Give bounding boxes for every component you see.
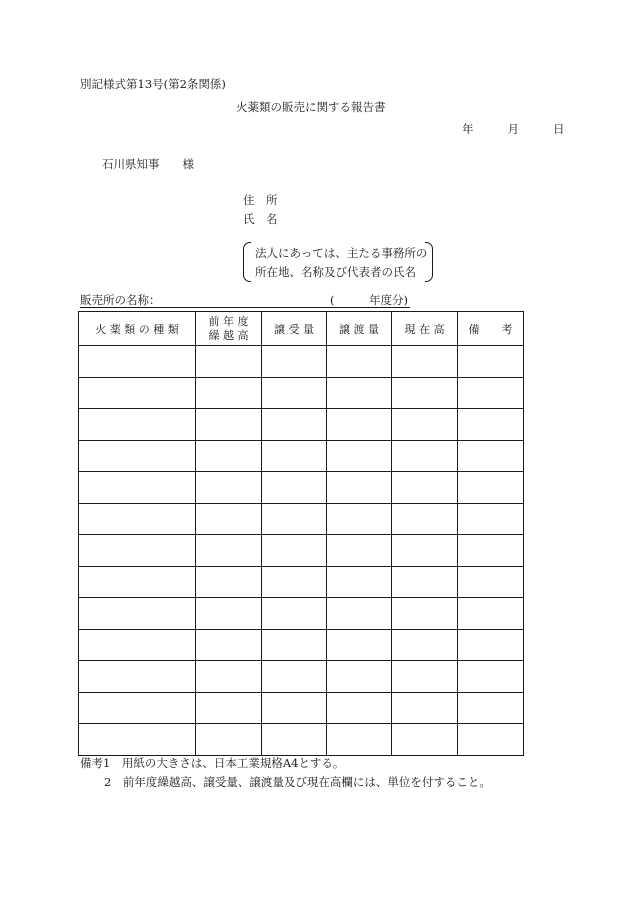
report-table <box>78 311 619 756</box>
date-day: 日 <box>553 122 565 136</box>
table-cell[interactable] <box>262 598 327 630</box>
corporate-note-line2: 所在地、名称及び代表者の氏名 <box>255 265 416 279</box>
addressee: 石川県知事 様 <box>102 157 194 171</box>
table-cell[interactable] <box>196 472 262 504</box>
table-cell[interactable] <box>262 440 327 472</box>
table-cell[interactable] <box>392 472 458 504</box>
table-cell[interactable] <box>458 346 524 378</box>
table-row <box>79 440 619 472</box>
date-year: 年 <box>462 122 474 136</box>
table-cell[interactable] <box>79 535 196 567</box>
table-cell[interactable] <box>196 377 262 409</box>
table-cell[interactable] <box>79 566 196 598</box>
table-cell[interactable] <box>458 692 524 724</box>
table-cell[interactable] <box>458 629 524 661</box>
table-cell[interactable] <box>196 661 262 693</box>
table-header-row <box>79 312 619 346</box>
table-cell[interactable] <box>196 535 262 567</box>
table-cell[interactable] <box>79 692 196 724</box>
table-cell[interactable] <box>262 409 327 441</box>
name-field-label: 氏 名 <box>243 212 278 226</box>
table-cell[interactable] <box>458 440 524 472</box>
table-cell[interactable] <box>262 346 327 378</box>
table-cell[interactable] <box>458 377 524 409</box>
table-row <box>79 692 619 724</box>
table-cell[interactable] <box>196 724 262 756</box>
table-cell[interactable] <box>79 661 196 693</box>
table-cell[interactable] <box>392 346 458 378</box>
table-row <box>79 566 619 598</box>
document-title: 火薬類の販売に関する報告書 <box>236 100 386 114</box>
table-cell[interactable] <box>79 472 196 504</box>
table-cell[interactable] <box>458 598 524 630</box>
table-cell[interactable] <box>262 661 327 693</box>
table-cell[interactable] <box>327 346 392 378</box>
table-cell[interactable] <box>262 629 327 661</box>
note-1: 備考1 用紙の大きさは、日本工業規格A4とする。 <box>80 756 345 770</box>
left-bracket <box>243 242 251 282</box>
table-cell[interactable] <box>458 535 524 567</box>
table-cell[interactable] <box>196 503 262 535</box>
table-cell[interactable] <box>262 535 327 567</box>
table-cell[interactable] <box>392 440 458 472</box>
table-cell[interactable] <box>327 598 392 630</box>
table-cell[interactable] <box>79 724 196 756</box>
table-cell[interactable] <box>458 503 524 535</box>
table-cell[interactable] <box>392 377 458 409</box>
table-cell[interactable] <box>196 409 262 441</box>
table-cell[interactable] <box>458 724 524 756</box>
corporate-note-line1: 法人にあっては、主たる事務所の <box>255 246 428 260</box>
table-cell[interactable] <box>327 629 392 661</box>
table-cell[interactable] <box>79 503 196 535</box>
table-cell[interactable] <box>458 472 524 504</box>
table-row <box>79 535 619 567</box>
table-row <box>79 724 619 756</box>
table-cell[interactable] <box>262 566 327 598</box>
table-cell[interactable] <box>392 566 458 598</box>
table-cell[interactable] <box>79 346 196 378</box>
table-cell[interactable] <box>327 409 392 441</box>
table-cell[interactable] <box>79 409 196 441</box>
date-month: 月 <box>507 122 519 136</box>
table-cell[interactable] <box>327 724 392 756</box>
table-cell[interactable] <box>392 629 458 661</box>
table-row <box>79 503 619 535</box>
table-cell[interactable] <box>327 440 392 472</box>
table-row <box>79 472 619 504</box>
note-2: 2 前年度繰越高、譲受量、譲渡量及び現在高欄には、単位を付すること。 <box>104 775 491 789</box>
table-cell[interactable] <box>458 566 524 598</box>
table-cell[interactable] <box>392 535 458 567</box>
table-row <box>79 598 619 630</box>
header-carryover <box>196 312 262 346</box>
table-cell[interactable] <box>392 503 458 535</box>
table-cell[interactable] <box>79 377 196 409</box>
corporate-note <box>243 242 433 282</box>
table-row <box>79 377 619 409</box>
table-cell[interactable] <box>458 661 524 693</box>
date-line <box>462 121 565 137</box>
header-remarks: 備 考 <box>458 312 524 346</box>
header-carryover-line1: 前 年 度 <box>208 314 249 328</box>
year-portion: ( 年度分) <box>330 293 408 307</box>
header-transferred: 譲 渡 量 <box>327 312 392 346</box>
table-cell[interactable] <box>196 346 262 378</box>
shop-name-underline <box>80 307 410 308</box>
table-cell[interactable] <box>196 692 262 724</box>
table-cell[interactable] <box>458 409 524 441</box>
form-id: 別記様式第13号(第2条関係) <box>80 77 226 91</box>
header-carryover-line2: 繰 越 高 <box>208 328 249 342</box>
table-cell[interactable] <box>196 598 262 630</box>
table-cell[interactable] <box>262 472 327 504</box>
table-row <box>79 661 619 693</box>
table-cell[interactable] <box>262 692 327 724</box>
table-cell[interactable] <box>79 440 196 472</box>
table-row <box>79 629 619 661</box>
table-cell[interactable] <box>196 440 262 472</box>
table-cell[interactable] <box>262 503 327 535</box>
table-cell[interactable] <box>327 535 392 567</box>
table-cell[interactable] <box>392 661 458 693</box>
header-received: 譲 受 量 <box>262 312 327 346</box>
address-field-label: 住 所 <box>243 193 278 207</box>
table-row <box>79 346 619 378</box>
header-explosive-type: 火 薬 類 の 種 類 <box>79 312 196 346</box>
table-cell[interactable] <box>79 598 196 630</box>
table-cell[interactable] <box>262 724 327 756</box>
table-row <box>79 409 619 441</box>
shop-name-label: 販売所の名称： <box>80 293 161 307</box>
table-cell[interactable] <box>196 629 262 661</box>
table-cell[interactable] <box>392 724 458 756</box>
table-cell[interactable] <box>327 503 392 535</box>
table-cell[interactable] <box>196 566 262 598</box>
table-cell[interactable] <box>392 692 458 724</box>
table-cell[interactable] <box>327 377 392 409</box>
header-current: 現 在 高 <box>392 312 458 346</box>
table-cell[interactable] <box>327 472 392 504</box>
table-cell[interactable] <box>327 566 392 598</box>
table-cell[interactable] <box>79 629 196 661</box>
table-cell[interactable] <box>327 661 392 693</box>
table-cell[interactable] <box>327 692 392 724</box>
table-cell[interactable] <box>262 377 327 409</box>
table-cell[interactable] <box>392 409 458 441</box>
table-cell[interactable] <box>392 598 458 630</box>
